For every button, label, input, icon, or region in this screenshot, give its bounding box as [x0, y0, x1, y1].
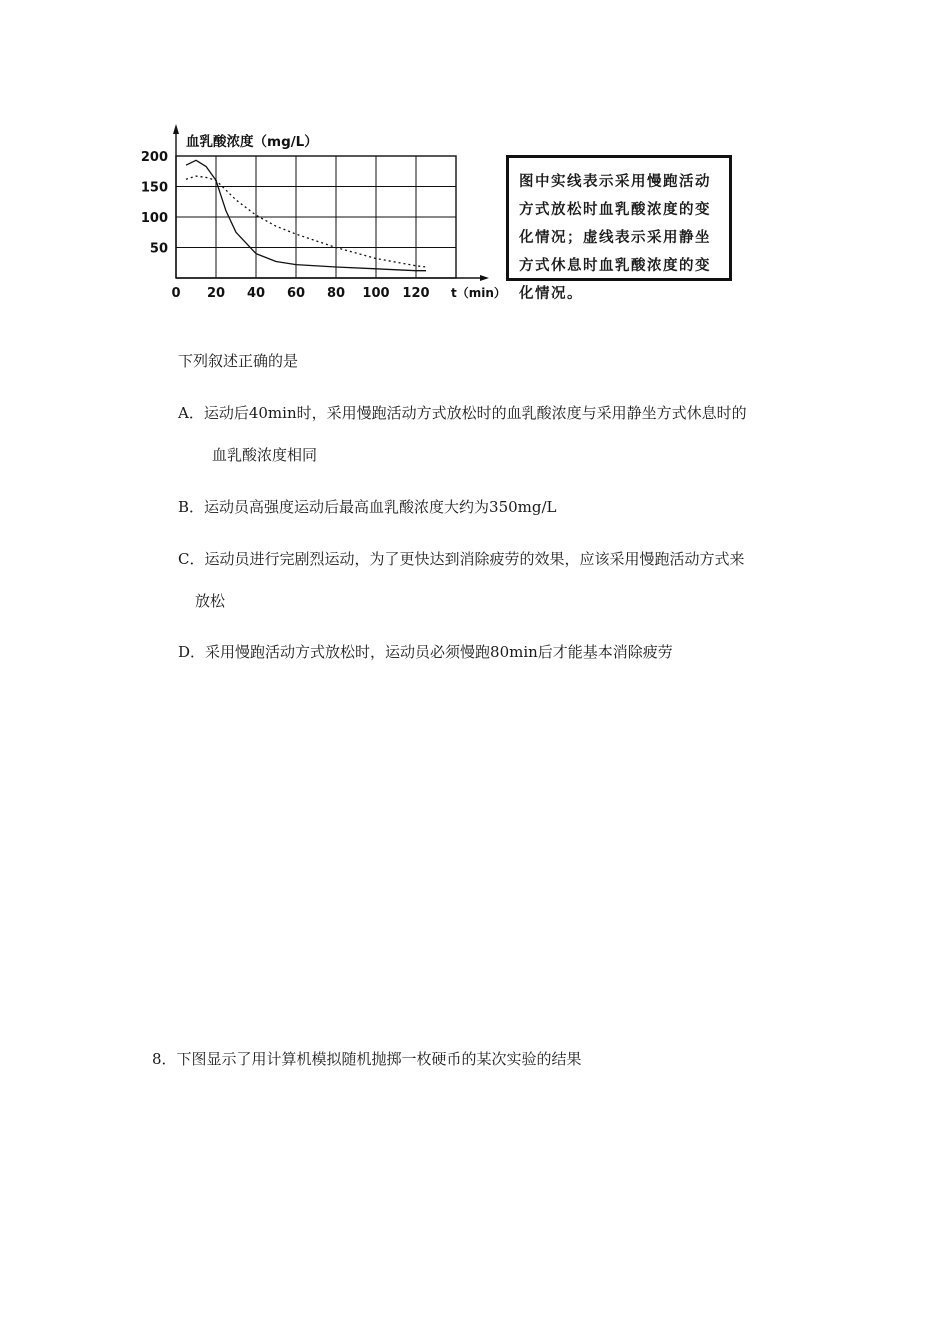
x-tick-label: 20 [206, 286, 226, 301]
question-intro: 下列叙述正确的是 [178, 352, 299, 370]
x-axis-arrow [480, 275, 489, 281]
x-tick-label: 0 [171, 286, 181, 301]
series-line-solid [186, 160, 426, 270]
x-tick-label: 100 [362, 286, 390, 301]
lactate-chart [130, 118, 510, 308]
x-axis-label: t（min） [451, 286, 506, 300]
next-question-text: 8．下图显示了用计算机模拟随机抛掷一枚硬币的某次实验的结果 [152, 1050, 582, 1068]
y-axis-label: 血乳酸浓度（mg/L） [186, 134, 318, 150]
y-tick-label: 200 [140, 150, 168, 165]
x-tick-label: 40 [246, 286, 266, 301]
y-axis-arrow [173, 124, 179, 134]
option-b: B．运动员高强度运动后最高血乳酸浓度大约为350mg/L [178, 498, 557, 516]
series-line-dotted [186, 176, 426, 267]
option-c-line1: C．运动员进行完剧烈运动，为了更快达到消除疲劳的效果，应该采用慢跑活动方式来 [178, 550, 745, 568]
lactate-chart-svg [130, 118, 510, 308]
option-a-line1: A．运动后40min时，采用慢跑活动方式放松时的血乳酸浓度与采用静坐方式休息时的 [178, 404, 747, 422]
x-tick-label: 120 [402, 286, 430, 301]
option-a-line2: 血乳酸浓度相同 [212, 446, 318, 464]
option-d: D．采用慢跑活动方式放松时，运动员必须慢跑80min后才能基本消除疲劳 [178, 643, 673, 661]
y-tick-label: 50 [149, 241, 168, 257]
x-tick-label: 80 [326, 286, 346, 301]
chart-note-text: 图中实线表示采用慢跑活动方式放松时血乳酸浓度的变化情况；虚线表示采用静坐方式休息时血乳酸浓度的变化情况。 [519, 174, 711, 302]
y-tick-label: 100 [140, 211, 168, 226]
y-tick-label: 150 [140, 180, 168, 196]
x-tick-label: 60 [286, 286, 306, 301]
chart-note-box [506, 155, 732, 302]
option-c-line2: 放松 [195, 592, 226, 610]
